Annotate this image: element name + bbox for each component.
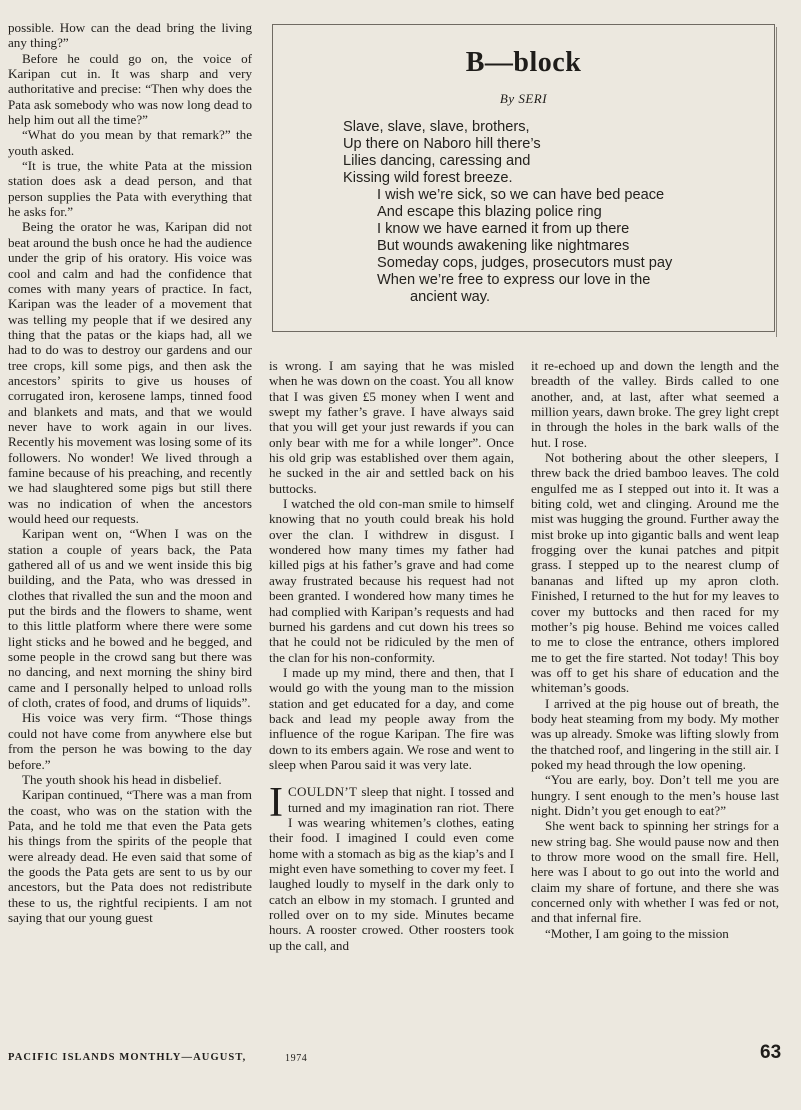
footer-publication: PACIFIC ISLANDS MONTHLY—AUGUST, (8, 1052, 247, 1063)
poem-line: When we’re free to express our love in the (377, 272, 651, 288)
poem-line: Someday cops, judges, prosecutors must pay (377, 255, 673, 271)
paragraph: “It is true, the white Pata at the mission station does ask a dead person, and that person supplies the Pata with everything that he asks for.” (8, 158, 252, 220)
paragraph: I arrived at the pig house out of breath, the body heat steaming from my body. My mother was up already. Smoke was lifting slowly from the thatched roof, and lingering in the still air. I poked my head through the low opening. (531, 695, 779, 772)
page-number: 63 (760, 1042, 782, 1063)
poem-title: B—block (465, 47, 582, 78)
paragraph: “Mother, I am going to the mission (545, 925, 729, 941)
paragraph: “You are early, boy. Don’t tell me you are hungry. I sent enough to the men’s house last night. Didn’t you get enough to eat?” (531, 772, 779, 818)
paragraph: “What do you mean by that remark?” the youth asked. (8, 127, 252, 158)
paragraph: His voice was very firm. “Those things could not have come from anywhere else but from the person he was bowing to the day before.” (8, 710, 252, 772)
article-column-2 (269, 358, 514, 953)
article-column-3 (531, 358, 779, 941)
paragraph: She went back to spinning her strings for a new string bag. She would pause now and then to throw more wood on the small fire. Hell, here was I about to go out into the world and claim my share of fortune, and there she was concerned only with whether I was fed or not, and that infernal fire. (531, 818, 779, 926)
paragraph: Being the orator he was, Karipan did not beat around the bush once he had the audience under the grip of his oratory. His voice was cool and calm and had the confidence that comes with many years of practice. In fact, Karipan was the leader of a movement that was telling my people that if we desired any thing that the patas or the kiaps had, all we had to do was to destroy our gardens and our tree crops, kill some pigs, and then ask the ancestors’ spirits to give us houses of corrugated iron, kerosene lamps, tinned food and blankets and mats, and that we would never have to work again in our lives. Recently his movement was losing some of its followers. No wonder! We lived through a famine because of his preaching, and recently we had slaughtered some pigs but still there was no indication of when the ancestors would heed our requests. (8, 219, 252, 526)
poem-line: Kissing wild forest breeze. (343, 170, 513, 186)
poem-line: I wish we’re sick, so we can have bed peace (377, 187, 665, 203)
paragraph: Karipan went on, “When I was on the station a couple of years back, the Pata gathered all of us and we went inside this big building, and the Pata, who was dressed in clothes that rivalled the sun and the moon and put the birds and the flowers to shame, went to this little platform where there were some light sticks and he bowed and he begged, and some people in the crowd sang but there was no dancing, and next morning the shiny bird came and I personally helped to unload rolls of cloth, crates of food, and drums of liquids”. (8, 526, 252, 711)
footer-year: 1974 (285, 1053, 308, 1064)
paragraph: Before he could go on, the voice of Karipan cut in. It was sharp and very authoritative and precise: “Then why does the Pata ask somebody who was now long dead to help him out all the time?” (8, 50, 252, 128)
paragraph: The youth shook his head in disbelief. (22, 771, 222, 787)
drop-cap: I (269, 780, 283, 827)
paragraph-text: sleep that night. I tossed and turned and my imagination ran riot. There I was wearing whitemen’s clothes, eating their food. I imagined I could even come home with a stomach as big as the kiap’s and I might even have something to cover my feet. I laughed loudly to myself in the dark only to catch an elbow in my stomach. I grunted and rolled over on to my side. Minutes became hours. A rooster crowed. Other roosters took up the call, and (269, 784, 514, 953)
paragraph: is wrong. I am saying that he was misled when he was down on the coast. You all know that I was given £5 money when I went and swept my father’s grave. I have always said that you will get your just rewards if you can only bear with me for a while longer”. Once his old grip was established over them again, he sucked in the air and settled back on his buttocks. (269, 358, 514, 496)
poem-line: Slave, slave, slave, brothers, (343, 119, 530, 135)
poem-byline: By SERI (499, 91, 548, 106)
poem-line: Up there on Naboro hill there’s (343, 136, 541, 152)
poem-box (272, 24, 775, 332)
poem-line: And escape this blazing police ring (377, 204, 602, 220)
dropcap-paragraph (269, 780, 514, 953)
paragraph: Karipan continued, “There was a man from the coast, who was on the station with the Pata, and he told me that even the Pata gets his things from the spirits of the people that were already dead. He even said that some of the goods the Pata gets are sent to us by our ancestors, but the Pata does not redistribute these to us, the rightful recipients. I am not saying that our young guest (8, 787, 252, 925)
poem-line: But wounds awakening like nightmares (377, 238, 630, 254)
poem-line: ancient way. (410, 289, 491, 305)
paragraph: Not bothering about the other sleepers, I threw back the dried bamboo leaves. The cold engulfed me as I stepped out into it. It was a biting cold, wet and clinging. Around me the mist was hugging the ground. Further away the mist broke up into gigantic balls and went leap frogging over the kunai patches and pitpit grass. I stepped up to the nearest clump of bananas and lifted up my apron cloth. Finished, I returned to the hut for my leaves to cover my buttocks and then raced for my mother’s pig house. Behind me voices called to me to close the entrance, others implored me to get the fire started. Not today! This boy was off to get his share of education and the whiteman’s goods. (531, 450, 779, 696)
lead-in-caps: COULDN’T (288, 784, 358, 800)
poem-line: I know we have earned it from up there (377, 221, 630, 237)
paragraph: it re-echoed up and down the length and the breadth of the valley. Birds called to one another, and, at last, after what seemed a million years, dawn broke. The grey light crept in through the holes in the bark walls of the hut. I rose. (531, 358, 779, 450)
paragraph: possible. How can the dead bring the living any thing?” (8, 20, 252, 51)
article-column-1 (8, 20, 252, 925)
poem-line: Lilies dancing, caressing and (343, 153, 531, 169)
paragraph: I watched the old con-man smile to himself knowing that no youth could break his hold over the clan. I withdrew in disgust. I wondered how many times my father had killed pigs at his father’s grave and had come away frustrated because his request had not been granted. I wondered how many times he had complied with Karipan’s requests and had burned his gardens and cut down his trees so that he could not be ridiculed by the men of the clan for his non-conformity. (269, 496, 514, 665)
paragraph: I made up my mind, there and then, that I would go with the young man to the mission station and get educated for a day, and come back and lead my people away from the influence of the rogue Karipan. The fire was down to its embers again. We rose and went to sleep when Parou said it was very late. (269, 664, 514, 772)
